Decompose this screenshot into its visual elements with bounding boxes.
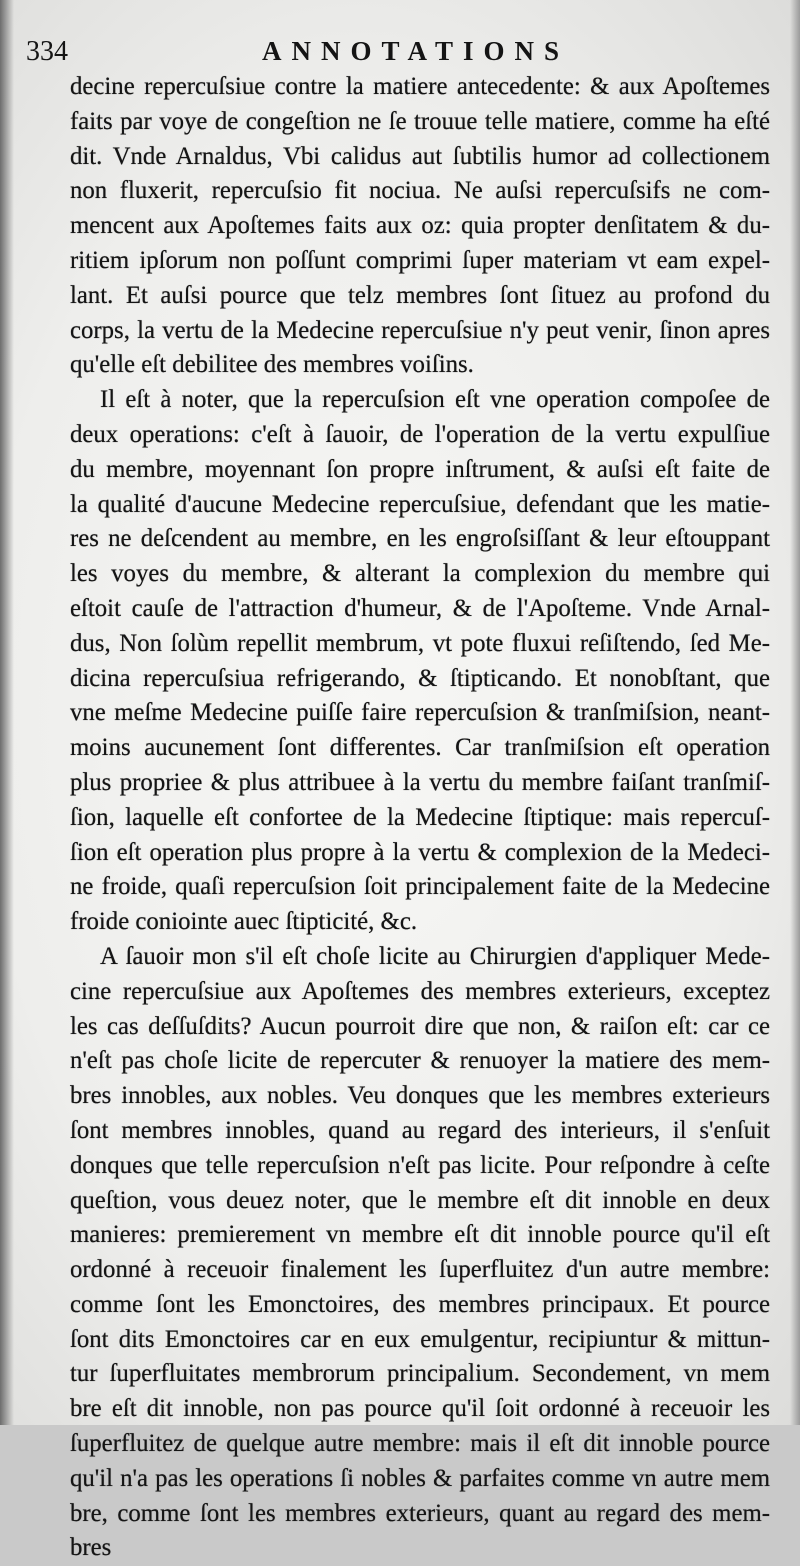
text-line: cine repercuſsiue aux Apoſtemes des membres exterieurs, exceptez	[70, 977, 770, 1005]
page-number: 334	[26, 36, 68, 67]
text-line: res ne deſcendent au membre, en les engroſsiſſant & leur eſtouppant	[70, 525, 770, 553]
page-header	[22, 32, 762, 72]
text-line: ordonné à receuoir finalement les ſuperfluitez d'un autre membre:	[70, 1256, 770, 1284]
text-line: qu'il n'a pas les operations ſi nobles & parfaites comme vn autre mem	[70, 1464, 770, 1492]
text-line: dicina repercuſsiua refrigerando, & ſtipticando. Et nonobſtant, que	[70, 664, 770, 692]
text-line: du membre, moyennant ſon propre inſtrument, & auſsi eſt faite de	[70, 455, 770, 483]
text-line: plus propriee & plus attribuee à la vertu du membre faiſant tranſmiſ-	[70, 768, 770, 796]
text-line: moins aucunement ſont differentes. Car tranſmiſsion eſt operation	[70, 734, 770, 762]
text-line: ſont membres innobles, quand au regard des interieurs, il s'enſuit	[70, 1116, 770, 1144]
text-line: tur ſuperfluitates membrorum principalium. Secondement, vn mem	[70, 1360, 770, 1388]
text-line: bres innobles, aux nobles. Veu donques que les membres exterieurs	[70, 1082, 770, 1110]
text-line: la qualité d'aucune Medecine repercuſsiue, defendant que les matie-	[70, 490, 770, 518]
text-line: non fluxerit, repercuſsio fit nociua. Ne auſsi repercuſsifs ne com-	[70, 177, 770, 205]
text-line: froide coniointe auec ſtipticité, &c.	[70, 908, 418, 936]
paragraph	[70, 940, 770, 1566]
text-line: ſuperfluitez de quelque autre membre: mais il eſt dit innoble pource	[70, 1430, 770, 1458]
page-edge-shadow	[790, 0, 800, 1425]
text-line: ſont dits Emonctoires car en eux emulgentur, recipiuntur & mittun-	[70, 1325, 770, 1353]
text-line: queſtion, vous deuez noter, que le membre eſt dit innoble en deux	[70, 1186, 770, 1214]
text-line: donques que telle repercuſsion n'eſt pas licite. Pour reſpondre à ceſte	[70, 1151, 770, 1179]
text-line: A ſauoir mon s'il eſt choſe licite au Chirurgien d'appliquer Mede-	[100, 942, 770, 970]
text-line: faits par voye de congeſtion ne ſe trouue telle matiere, comme ha eſté	[70, 107, 770, 135]
text-line: qu'elle eſt debilitee des membres voiſins.	[70, 351, 474, 379]
text-line: manieres: premierement vn membre eſt dit innoble pource qu'il eſt	[70, 1221, 770, 1249]
text-line: deux operations: c'eſt à ſauoir, de l'operation de la vertu expulſiue	[70, 420, 770, 448]
paragraph	[70, 383, 770, 940]
text-line: bres	[70, 1534, 112, 1562]
text-line: eſtoit cauſe de l'attraction d'humeur, & de l'Apoſteme. Vnde Arnal-	[70, 594, 770, 622]
text-line: lant. Et auſsi pource que telz membres ſont ſituez au profond du	[70, 281, 770, 309]
text-line: ſion eſt operation plus propre à la vertu & complexion de la Medeci-	[70, 838, 770, 866]
text-line: bre, comme ſont les membres exterieurs, quant au regard des mem-	[70, 1499, 770, 1527]
text-line: comme ſont les Emonctoires, des membres principaux. Et pource	[70, 1290, 770, 1318]
text-line: dit. Vnde Arnaldus, Vbi calidus aut ſubtilis humor ad collectionem	[70, 142, 770, 170]
text-line: decine repercuſsiue contre la matiere antecedente: & aux Apoſtemes	[70, 73, 770, 100]
text-line: mencent aux Apoſtemes faits aux oz: quia propter denſitatem & du-	[70, 212, 770, 240]
text-line: les voyes du membre, & alterant la complexion du membre qui	[70, 560, 770, 588]
text-line: n'eſt pas choſe licite de repercuter & renuoyer la matiere des mem-	[70, 1047, 770, 1075]
gutter-shadow	[0, 0, 14, 1425]
text-line: les cas deſſuſdits? Aucun pourroit dire que non, & raiſon eſt: car ce	[70, 1012, 770, 1040]
text-line: corps, la vertu de la Medecine repercuſsiue n'y peut venir, ſinon apres	[70, 316, 770, 344]
text-line: ne froide, quaſi repercuſsion ſoit principalement faite de la Medecine	[70, 873, 770, 901]
text-line: dus, Non ſolùm repellit membrum, vt pote fluxui reſiſtendo, ſed Me-	[70, 629, 770, 657]
body-text	[70, 70, 770, 1566]
text-line: Il eſt à noter, que la repercuſsion eſt vne operation compoſee de	[100, 386, 770, 414]
text-line: vne meſme Medecine puiſſe faire repercuſsion & tranſmiſsion, neant-	[70, 699, 770, 727]
paragraph	[70, 70, 770, 383]
text-line: bre eſt dit innoble, non pas pource qu'il ſoit ordonné à receuoir les	[70, 1395, 770, 1423]
text-line: ſion, laquelle eſt confortee de la Medecine ſtiptique: mais repercuſ-	[70, 803, 770, 831]
running-title: ANNOTATIONS	[262, 36, 570, 66]
text-line: ritiem ipſorum non poſſunt comprimi ſuper materiam vt eam expel-	[70, 246, 770, 274]
